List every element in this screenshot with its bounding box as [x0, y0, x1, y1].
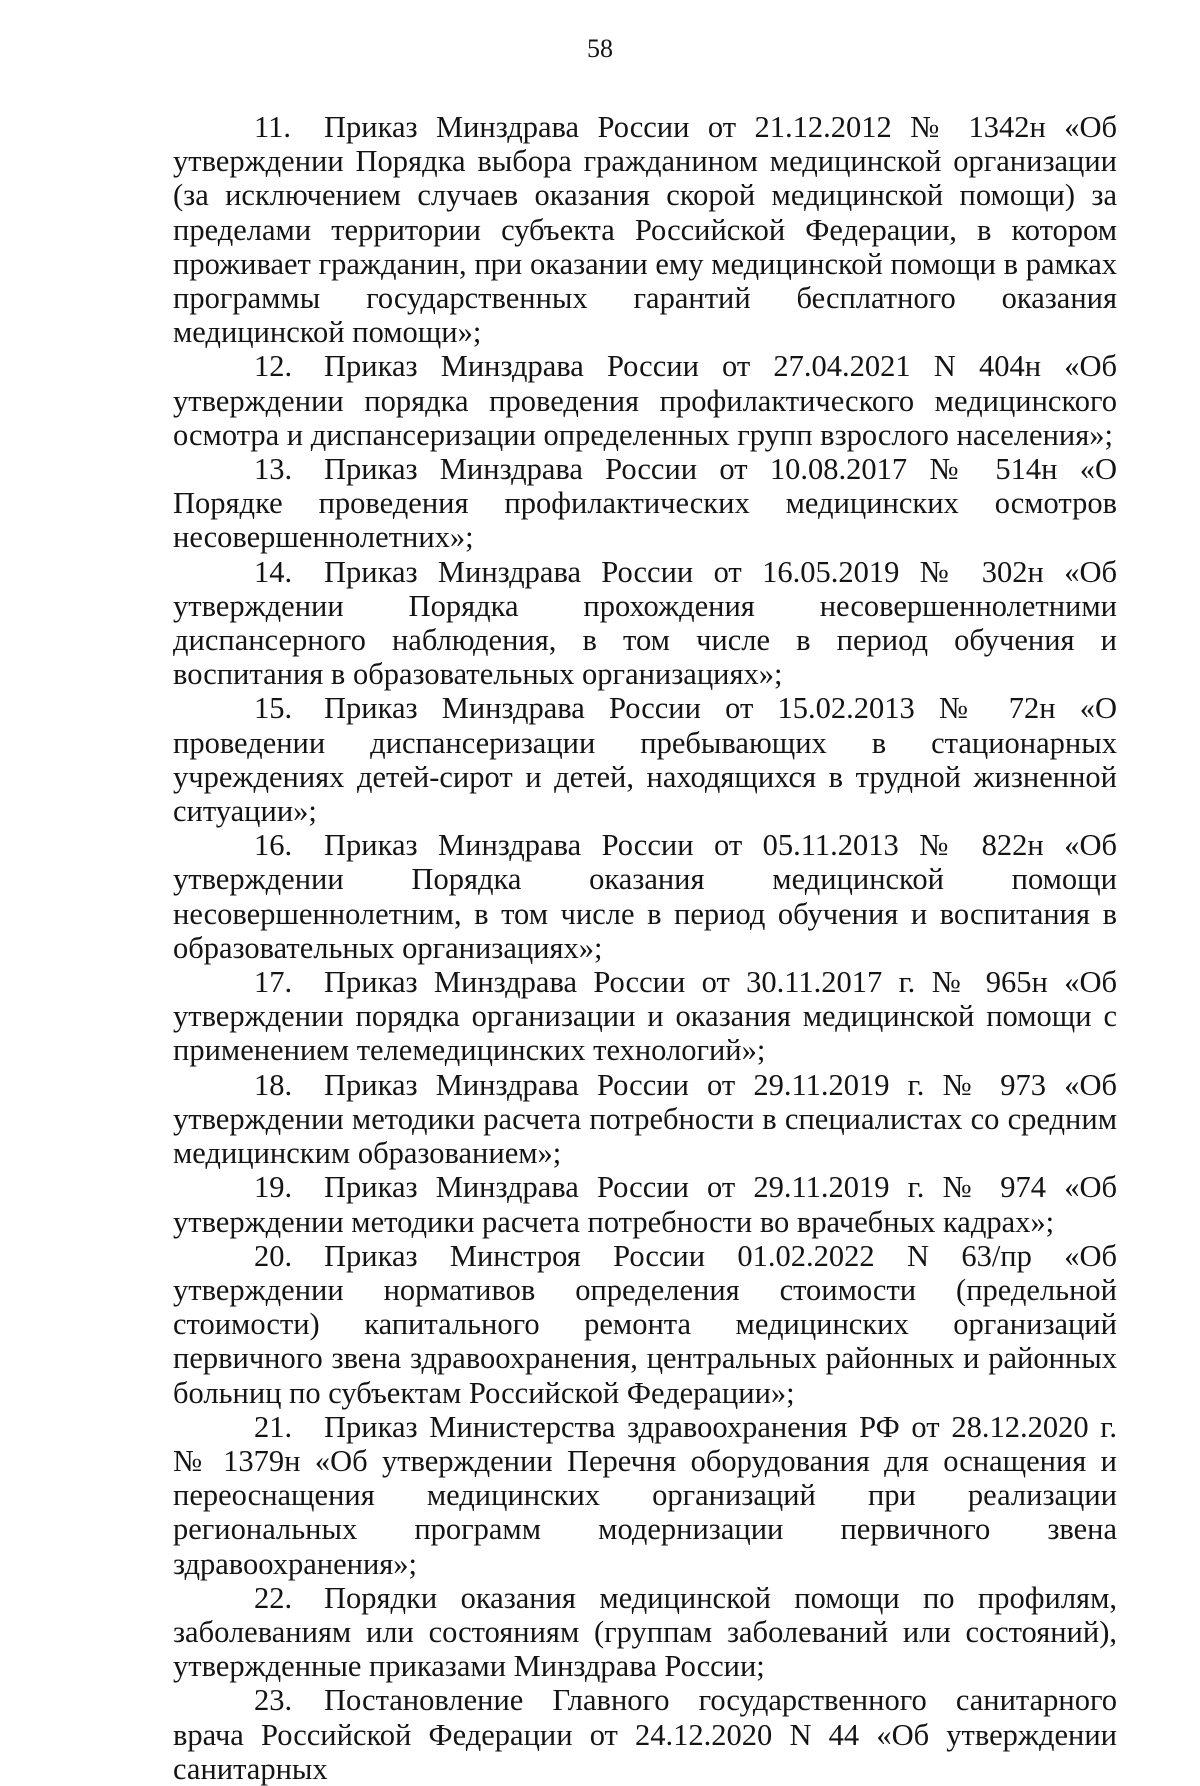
list-item — [173, 965, 1117, 1068]
item-text: Порядки оказания медицинской помощи по профилям, заболеваниям или состояниям (группам заболеваний или состояний), утвержденные приказами Минздрава России; — [173, 1580, 1117, 1684]
item-number: 22. — [254, 1580, 293, 1615]
item-number: 14. — [254, 554, 293, 589]
item-text: Приказ Минздрава России от 15.02.2013 № 72н «О проведении диспансеризации пребывающих в стационарных учреждениях детей-сирот и детей, находящихся в трудной жизненной ситуации»; — [173, 691, 1117, 829]
list-item — [173, 1581, 1117, 1684]
item-number: 23. — [254, 1683, 293, 1718]
list-item — [173, 1410, 1117, 1581]
item-number: 18. — [254, 1067, 293, 1102]
item-number: 13. — [254, 452, 293, 487]
item-text: Приказ Минздрава России от 30.11.2017 г. № 965н «Об утверждении порядка организации и оказания медицинской помощи с применением телемедицинских технологий»; — [173, 965, 1117, 1068]
list-item — [173, 1239, 1117, 1410]
item-number: 16. — [254, 828, 293, 863]
item-text: Приказ Минздрава России от 10.08.2017 № 514н «О Порядке проведения профилактических медицинских осмотров несовершеннолетних»; — [173, 452, 1117, 555]
item-number: 17. — [254, 965, 293, 1000]
list-item — [173, 1683, 1117, 1786]
list-item — [173, 1170, 1117, 1238]
item-text: Приказ Министерства здравоохранения РФ от 28.12.2020 г. № 1379н «Об утверждении Перечня оборудования для оснащения и переоснащения медицинских организаций при реализации региональных программ модернизации первичного звена здравоохранения»; — [173, 1409, 1117, 1581]
item-number: 20. — [254, 1238, 293, 1273]
item-number: 11. — [254, 110, 291, 144]
item-text: Приказ Минстроя России 01.02.2022 N 63/пр «Об утверждении нормативов определения стоимости (предельной стоимости) капитального ремонта медицинских организаций первичного звена здравоохранения, центральных районных и районных больниц по субъектам Российской Федерации»; — [173, 1238, 1117, 1410]
item-text: Постановление Главного государственного санитарного врача Российской Федерации от 24.12.2020 N 44 «Об утверждении санитарных — [173, 1683, 1117, 1786]
item-number: 15. — [254, 691, 293, 726]
item-text: Приказ Минздрава России от 21.12.2012 № 1342н «Об утверждении Порядка выбора гражданином медицинской организации (за исключением случаев оказания скорой медицинской помощи) за пределами территории субъекта Российской Федерации, в котором проживает гражданин, при оказании ему медицинской помощи в рамках программы государственных гарантий бесплатного оказания медицинской помощи»; — [173, 110, 1117, 350]
item-text: Приказ Минздрава России от 29.11.2019 г. № 973 «Об утверждении методики расчета потребности в специалистах со средним медицинским образованием»; — [173, 1067, 1117, 1171]
list-item — [173, 828, 1117, 965]
list-item — [173, 452, 1117, 555]
item-text: Приказ Минздрава России от 29.11.2019 г. № 974 «Об утверждении методики расчета потребности во врачебных кадрах»; — [173, 1170, 1117, 1239]
item-text: Приказ Минздрава России от 05.11.2013 № 822н «Об утверждении Порядка оказания медицинской помощи несовершеннолетним, в том числе в период обучения и воспитания в образовательных организациях»; — [173, 828, 1117, 965]
item-text: Приказ Минздрава России от 27.04.2021 N 404н «Об утверждении порядка проведения профилактического медицинского осмотра и диспансеризации определенных групп взрослого населения»; — [173, 349, 1117, 452]
item-number: 12. — [254, 349, 293, 384]
list-item — [173, 691, 1117, 828]
list-item — [173, 555, 1117, 692]
list-item — [173, 349, 1117, 452]
page-number: 58 — [587, 34, 613, 63]
document-body — [173, 110, 1117, 1786]
list-item — [173, 1068, 1117, 1171]
item-number: 21. — [254, 1409, 293, 1444]
list-item — [173, 110, 1117, 349]
item-number: 19. — [254, 1170, 293, 1205]
item-text: Приказ Минздрава России от 16.05.2019 № 302н «Об утверждении Порядка прохождения несовершеннолетними диспансерного наблюдения, в том числе в период обучения и воспитания в образовательных организациях»; — [173, 554, 1117, 692]
